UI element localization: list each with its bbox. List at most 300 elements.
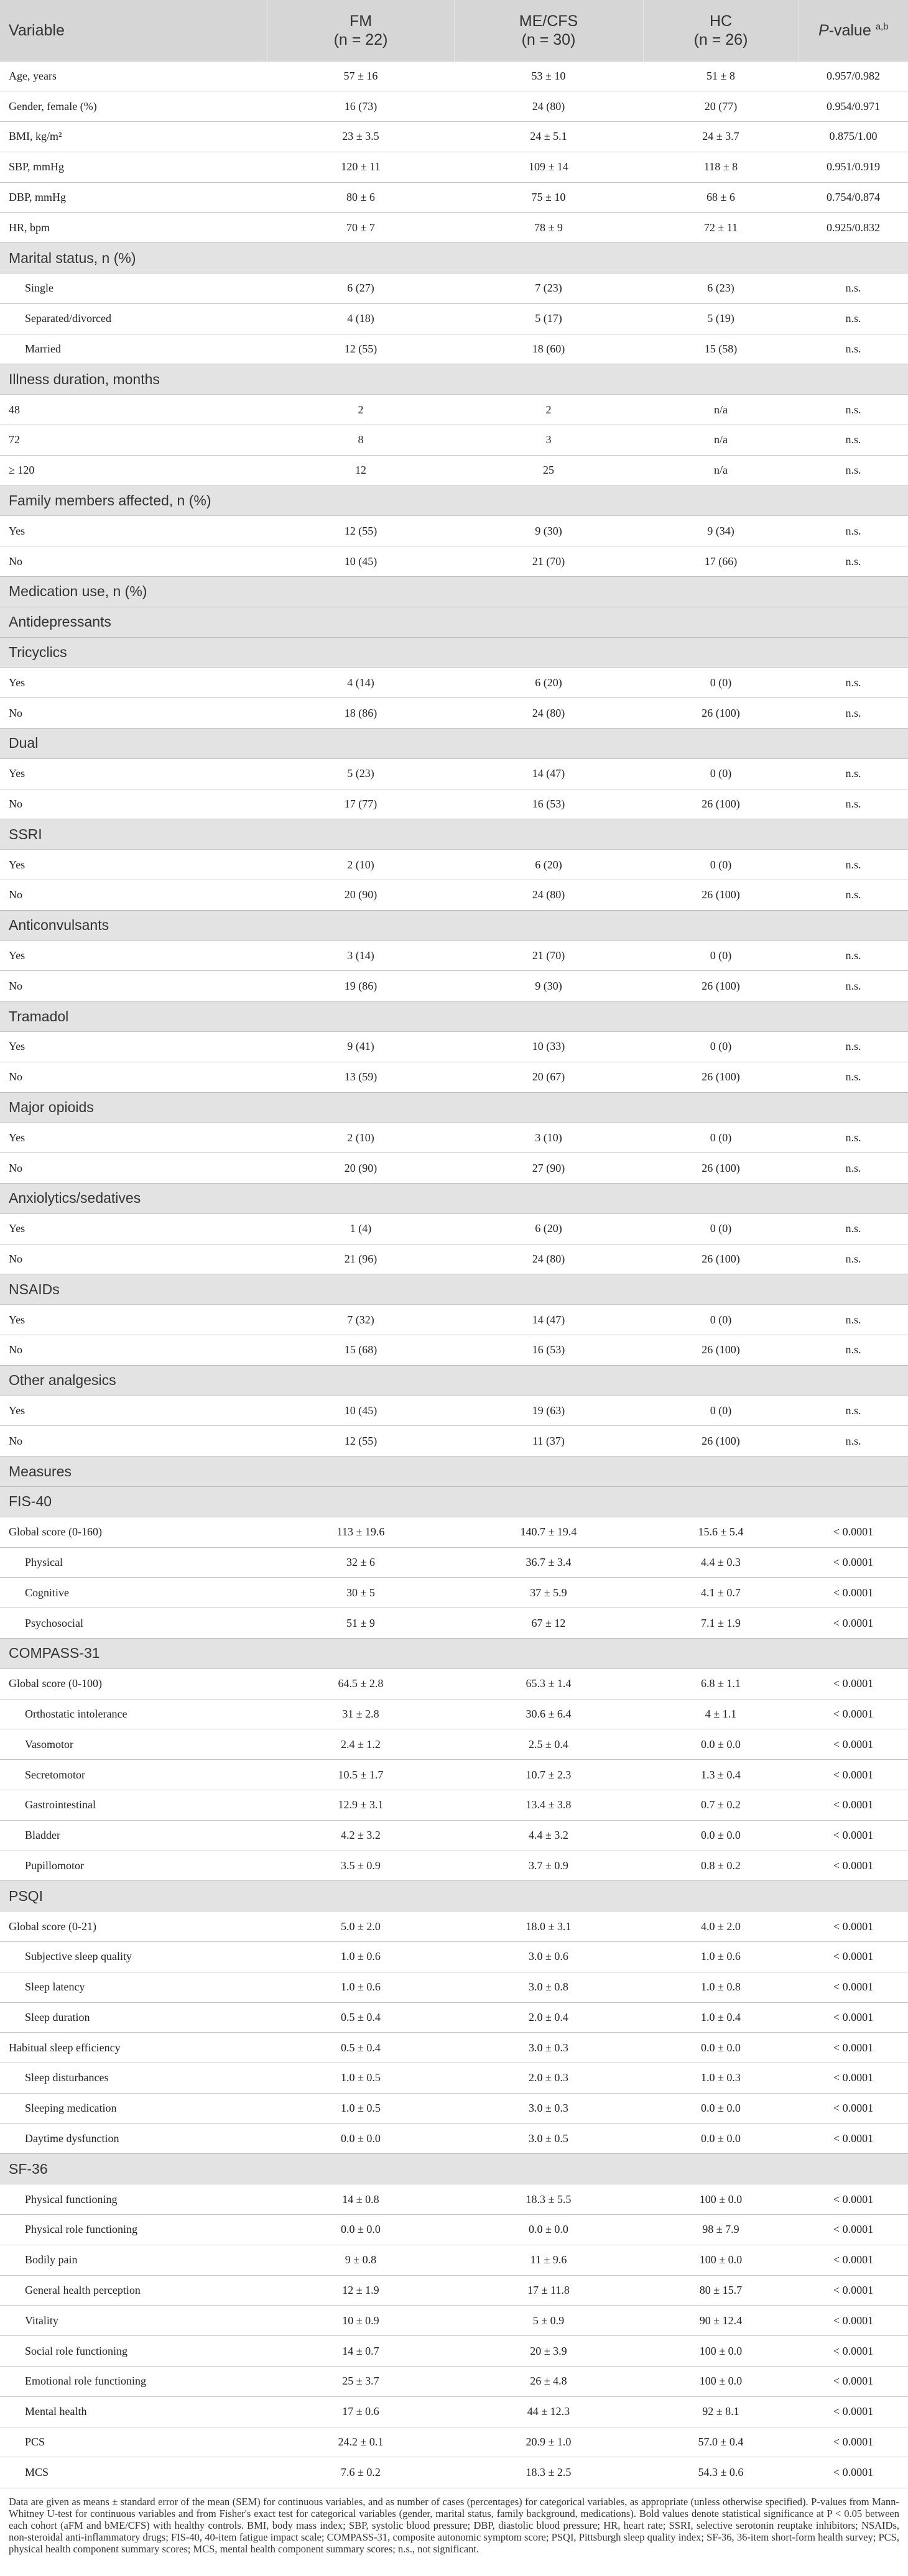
p-value: < 0.0001 — [799, 1851, 908, 1881]
fm-value: 9 ± 0.8 — [267, 2245, 454, 2275]
table-row — [0, 2306, 908, 2336]
row-label: Yes — [0, 850, 267, 880]
mecfs-value: 11 (37) — [454, 1426, 643, 1456]
table-row — [0, 274, 908, 304]
p-value: n.s. — [799, 698, 908, 729]
mecfs-value: 21 (70) — [454, 941, 643, 971]
hc-value: 100 ± 0.0 — [643, 2245, 799, 2275]
p-value: n.s. — [799, 1426, 908, 1456]
mecfs-value: 20.9 ± 1.0 — [454, 2427, 643, 2457]
table-row — [0, 395, 908, 425]
table-row — [0, 2245, 908, 2275]
fm-value: 15 (68) — [267, 1335, 454, 1365]
hc-value: 26 (100) — [643, 1335, 799, 1365]
hc-value: 6 (23) — [643, 274, 799, 304]
row-label: Pupillomotor — [0, 1851, 267, 1881]
table-row — [0, 455, 908, 485]
table-row — [0, 303, 908, 334]
mecfs-value: 20 (67) — [454, 1062, 643, 1092]
row-label: Vasomotor — [0, 1729, 267, 1760]
hc-value: 1.0 ± 0.6 — [643, 1941, 799, 1972]
mecfs-value: 9 (30) — [454, 516, 643, 546]
row-label: Global score (0-100) — [0, 1668, 267, 1699]
mecfs-value: 19 (63) — [454, 1396, 643, 1426]
row-label: Physical — [0, 1547, 267, 1578]
row-label: Yes — [0, 1032, 267, 1062]
mecfs-value: 140.7 ± 19.4 — [454, 1517, 643, 1547]
hc-value: 1.3 ± 0.4 — [643, 1760, 799, 1790]
p-value: < 0.0001 — [799, 1699, 908, 1729]
table-row — [0, 152, 908, 182]
table-row — [0, 2063, 908, 2094]
table-row — [0, 1335, 908, 1365]
hc-value: 26 (100) — [643, 1426, 799, 1456]
hc-value: 0.0 ± 0.0 — [643, 2093, 799, 2123]
fm-value: 19 (86) — [267, 971, 454, 1001]
p-value: < 0.0001 — [799, 2215, 908, 2245]
section-header-row — [0, 485, 908, 516]
section-label: Tricyclics — [0, 637, 908, 668]
row-label: No — [0, 1335, 267, 1365]
fm-value: 21 (96) — [267, 1244, 454, 1274]
row-label: BMI, kg/m² — [0, 122, 267, 152]
mecfs-value: 4.4 ± 3.2 — [454, 1820, 643, 1851]
section-header-row — [0, 2154, 908, 2184]
hc-value: 0 (0) — [643, 758, 799, 789]
row-label: PCS — [0, 2427, 267, 2457]
mecfs-value: 5 (17) — [454, 303, 643, 334]
mecfs-value: 7 (23) — [454, 274, 643, 304]
header-mecfs-label: ME/CFS — [519, 12, 578, 30]
fm-value: 1.0 ± 0.6 — [267, 1972, 454, 2002]
fm-value: 3 (14) — [267, 941, 454, 971]
row-label: Secretomotor — [0, 1760, 267, 1790]
mecfs-value: 2.0 ± 0.3 — [454, 2063, 643, 2094]
fm-value: 1.0 ± 0.5 — [267, 2093, 454, 2123]
p-value: < 0.0001 — [799, 2367, 908, 2397]
section-header-row — [0, 819, 908, 850]
row-label: Emotional role functioning — [0, 2367, 267, 2397]
hc-value: 0.0 ± 0.0 — [643, 2123, 799, 2154]
fm-value: 12 (55) — [267, 516, 454, 546]
p-value: 0.957/0.982 — [799, 61, 908, 91]
fm-value: 57 ± 16 — [267, 61, 454, 91]
fm-value: 1.0 ± 0.5 — [267, 2063, 454, 2094]
row-label: Gastrointestinal — [0, 1790, 267, 1820]
section-header-row — [0, 637, 908, 668]
row-label: No — [0, 1153, 267, 1184]
table-row — [0, 2427, 908, 2457]
table-row — [0, 2396, 908, 2427]
p-value: n.s. — [799, 516, 908, 546]
hc-value: 26 (100) — [643, 1062, 799, 1092]
table-row — [0, 668, 908, 698]
fm-value: 4.2 ± 3.2 — [267, 1820, 454, 1851]
section-label: Tramadol — [0, 1001, 908, 1032]
table-row — [0, 2215, 908, 2245]
table-row — [0, 182, 908, 213]
mecfs-value: 44 ± 12.3 — [454, 2396, 643, 2427]
table-row — [0, 1032, 908, 1062]
table-row — [0, 1062, 908, 1092]
table-row — [0, 1517, 908, 1547]
section-label: NSAIDs — [0, 1274, 908, 1305]
fm-value: 12.9 ± 3.1 — [267, 1790, 454, 1820]
row-label: Daytime dysfunction — [0, 2123, 267, 2154]
row-label: Yes — [0, 758, 267, 789]
fm-value: 64.5 ± 2.8 — [267, 1668, 454, 1699]
row-label: No — [0, 789, 267, 819]
table-row — [0, 2033, 908, 2063]
header-hc-n: (n = 26) — [693, 30, 748, 48]
section-header-row — [0, 1638, 908, 1668]
fm-value: 12 — [267, 455, 454, 485]
hc-value: 0.7 ± 0.2 — [643, 1790, 799, 1820]
hc-value: 26 (100) — [643, 698, 799, 729]
table-row — [0, 880, 908, 911]
table-row — [0, 1668, 908, 1699]
p-value: < 0.0001 — [799, 2336, 908, 2367]
p-value: 0.925/0.832 — [799, 213, 908, 243]
p-value: < 0.0001 — [799, 2033, 908, 2063]
p-value: n.s. — [799, 395, 908, 425]
p-value: < 0.0001 — [799, 1911, 908, 1942]
table-row — [0, 1547, 908, 1578]
row-label: Physical functioning — [0, 2184, 267, 2215]
table-row — [0, 516, 908, 546]
fm-value: 25 ± 3.7 — [267, 2367, 454, 2397]
row-label: No — [0, 880, 267, 911]
row-label: ≥ 120 — [0, 455, 267, 485]
table-row — [0, 789, 908, 819]
section-label: Measures — [0, 1456, 908, 1487]
header-hc-label: HC — [709, 12, 733, 30]
fm-value: 2 (10) — [267, 850, 454, 880]
table-row — [0, 850, 908, 880]
section-label: Marital status, n (%) — [0, 243, 908, 274]
mecfs-value: 67 ± 12 — [454, 1608, 643, 1639]
hc-value: 0.0 ± 0.0 — [643, 1729, 799, 1760]
hc-value: 0 (0) — [643, 668, 799, 698]
table-row — [0, 2367, 908, 2397]
table-row — [0, 1578, 908, 1608]
mecfs-value: 3.0 ± 0.8 — [454, 1972, 643, 2002]
section-label: SSRI — [0, 819, 908, 850]
row-label: No — [0, 1426, 267, 1456]
p-value: n.s. — [799, 455, 908, 485]
p-value: < 0.0001 — [799, 1820, 908, 1851]
header-pvalue-superscript: a,b — [875, 21, 889, 32]
row-label: Bodily pain — [0, 2245, 267, 2275]
row-label: Sleep duration — [0, 2002, 267, 2033]
hc-value: 0.8 ± 0.2 — [643, 1851, 799, 1881]
header-mecfs-n: (n = 30) — [521, 30, 576, 48]
fm-value: 18 (86) — [267, 698, 454, 729]
p-value: n.s. — [799, 1123, 908, 1153]
p-value: 0.875/1.00 — [799, 122, 908, 152]
p-value: 0.754/0.874 — [799, 182, 908, 213]
p-value: < 0.0001 — [799, 1668, 908, 1699]
table-row — [0, 213, 908, 243]
p-value: 0.954/0.971 — [799, 91, 908, 122]
header-pvalue-p: P — [818, 21, 829, 39]
fm-value: 51 ± 9 — [267, 1608, 454, 1639]
row-label: Sleeping medication — [0, 2093, 267, 2123]
section-label: Anticonvulsants — [0, 910, 908, 941]
row-label: Physical role functioning — [0, 2215, 267, 2245]
p-value: < 0.0001 — [799, 1941, 908, 1972]
section-header-row — [0, 910, 908, 941]
table-row — [0, 2457, 908, 2488]
row-label: Sleep disturbances — [0, 2063, 267, 2094]
fm-value: 10 (45) — [267, 546, 454, 577]
row-label: 72 — [0, 425, 267, 456]
table-row — [0, 2184, 908, 2215]
p-value: < 0.0001 — [799, 2123, 908, 2154]
header-fm-n: (n = 22) — [333, 30, 388, 48]
mecfs-value: 24 (80) — [454, 91, 643, 122]
p-value: n.s. — [799, 1153, 908, 1184]
section-label: SF-36 — [0, 2154, 908, 2184]
section-label: Major opioids — [0, 1092, 908, 1123]
fm-value: 1 (4) — [267, 1213, 454, 1244]
row-label: Separated/divorced — [0, 303, 267, 334]
table-row — [0, 425, 908, 456]
hc-value: 0 (0) — [643, 1123, 799, 1153]
section-header-row — [0, 364, 908, 395]
fm-value: 9 (41) — [267, 1032, 454, 1062]
p-value: < 0.0001 — [799, 2184, 908, 2215]
fm-value: 2 — [267, 395, 454, 425]
p-value: < 0.0001 — [799, 1517, 908, 1547]
row-label: Gender, female (%) — [0, 91, 267, 122]
p-value: n.s. — [799, 425, 908, 456]
table-row — [0, 698, 908, 729]
mecfs-value: 18.0 ± 3.1 — [454, 1911, 643, 1942]
hc-value: 0 (0) — [643, 1396, 799, 1426]
fm-value: 14 ± 0.8 — [267, 2184, 454, 2215]
hc-value: 0.0 ± 0.0 — [643, 2033, 799, 2063]
row-label: No — [0, 971, 267, 1001]
mecfs-value: 24 (80) — [454, 698, 643, 729]
fm-value: 6 (27) — [267, 274, 454, 304]
row-label: 48 — [0, 395, 267, 425]
p-value: < 0.0001 — [799, 2063, 908, 2094]
mecfs-value: 26 ± 4.8 — [454, 2367, 643, 2397]
row-label: MCS — [0, 2457, 267, 2488]
hc-value: 68 ± 6 — [643, 182, 799, 213]
table-row — [0, 1911, 908, 1942]
mecfs-value: 75 ± 10 — [454, 182, 643, 213]
fm-value: 17 (77) — [267, 789, 454, 819]
p-value: < 0.0001 — [799, 2457, 908, 2488]
mecfs-value: 109 ± 14 — [454, 152, 643, 182]
hc-value: 118 ± 8 — [643, 152, 799, 182]
mecfs-value: 13.4 ± 3.8 — [454, 1790, 643, 1820]
p-value: < 0.0001 — [799, 2093, 908, 2123]
row-label: Vitality — [0, 2306, 267, 2336]
table-row — [0, 61, 908, 91]
table-row — [0, 1244, 908, 1274]
mecfs-value: 6 (20) — [454, 850, 643, 880]
section-header-row — [0, 1274, 908, 1305]
section-label: Dual — [0, 729, 908, 759]
table-row — [0, 1972, 908, 2002]
table-row — [0, 971, 908, 1001]
fm-value: 17 ± 0.6 — [267, 2396, 454, 2427]
header-fm-label: FM — [349, 12, 373, 30]
fm-value: 7.6 ± 0.2 — [267, 2457, 454, 2488]
fm-value: 24.2 ± 0.1 — [267, 2427, 454, 2457]
hc-value: 100 ± 0.0 — [643, 2367, 799, 2397]
row-label: Subjective sleep quality — [0, 1941, 267, 1972]
section-header-row — [0, 1365, 908, 1396]
fm-value: 20 (90) — [267, 880, 454, 911]
hc-value: 4.1 ± 0.7 — [643, 1578, 799, 1608]
mecfs-value: 16 (53) — [454, 1335, 643, 1365]
row-label: No — [0, 546, 267, 577]
row-label: Mental health — [0, 2396, 267, 2427]
p-value: < 0.0001 — [799, 1760, 908, 1790]
p-value: n.s. — [799, 303, 908, 334]
row-label: SBP, mmHg — [0, 152, 267, 182]
fm-value: 4 (14) — [267, 668, 454, 698]
hc-value: 15 (58) — [643, 334, 799, 364]
fm-value: 31 ± 2.8 — [267, 1699, 454, 1729]
section-header-row — [0, 1881, 908, 1911]
mecfs-value: 3.0 ± 0.5 — [454, 2123, 643, 2154]
row-label: Married — [0, 334, 267, 364]
p-value: < 0.0001 — [799, 2002, 908, 2033]
p-value: n.s. — [799, 668, 908, 698]
mecfs-value: 3.7 ± 0.9 — [454, 1851, 643, 1881]
hc-value: 0 (0) — [643, 1032, 799, 1062]
fm-value: 3.5 ± 0.9 — [267, 1851, 454, 1881]
hc-value: 51 ± 8 — [643, 61, 799, 91]
fm-value: 12 (55) — [267, 1426, 454, 1456]
fm-value: 113 ± 19.6 — [267, 1517, 454, 1547]
fm-value: 4 (18) — [267, 303, 454, 334]
fm-value: 10 (45) — [267, 1396, 454, 1426]
p-value: n.s. — [799, 758, 908, 789]
mecfs-value: 14 (47) — [454, 758, 643, 789]
fm-value: 14 ± 0.7 — [267, 2336, 454, 2367]
section-header-row — [0, 607, 908, 637]
fm-value: 70 ± 7 — [267, 213, 454, 243]
mecfs-value: 18 (60) — [454, 334, 643, 364]
header-pvalue — [799, 0, 908, 61]
header-pvalue-text: -value — [828, 21, 871, 39]
table-row — [0, 1396, 908, 1426]
table-body — [0, 61, 908, 2488]
hc-value: 80 ± 15.7 — [643, 2275, 799, 2306]
row-label: General health perception — [0, 2275, 267, 2306]
mecfs-value: 53 ± 10 — [454, 61, 643, 91]
p-value: n.s. — [799, 1335, 908, 1365]
row-label: HR, bpm — [0, 213, 267, 243]
p-value: n.s. — [799, 1244, 908, 1274]
table-row — [0, 1941, 908, 1972]
p-value: n.s. — [799, 1032, 908, 1062]
mecfs-value: 18.3 ± 2.5 — [454, 2457, 643, 2488]
hc-value: n/a — [643, 425, 799, 456]
fm-value: 7 (32) — [267, 1305, 454, 1335]
row-label: Orthostatic intolerance — [0, 1699, 267, 1729]
mecfs-value: 3.0 ± 0.3 — [454, 2093, 643, 2123]
mecfs-value: 3.0 ± 0.6 — [454, 1941, 643, 1972]
section-label: Antidepressants — [0, 607, 908, 637]
section-header-row — [0, 1092, 908, 1123]
fm-value: 1.0 ± 0.6 — [267, 1941, 454, 1972]
mecfs-value: 0.0 ± 0.0 — [454, 2215, 643, 2245]
mecfs-value: 14 (47) — [454, 1305, 643, 1335]
section-label: FIS-40 — [0, 1486, 908, 1517]
row-label: Yes — [0, 1213, 267, 1244]
hc-value: 0 (0) — [643, 1305, 799, 1335]
p-value: n.s. — [799, 334, 908, 364]
hc-value: 90 ± 12.4 — [643, 2306, 799, 2336]
fm-value: 8 — [267, 425, 454, 456]
header-fm — [267, 0, 454, 61]
mecfs-value: 16 (53) — [454, 789, 643, 819]
hc-value: 57.0 ± 0.4 — [643, 2427, 799, 2457]
hc-value: 9 (34) — [643, 516, 799, 546]
mecfs-value: 27 (90) — [454, 1153, 643, 1184]
table-row — [0, 1851, 908, 1881]
table-row — [0, 1760, 908, 1790]
row-label: Global score (0-160) — [0, 1517, 267, 1547]
p-value: n.s. — [799, 880, 908, 911]
p-value: < 0.0001 — [799, 1547, 908, 1578]
fm-value: 10.5 ± 1.7 — [267, 1760, 454, 1790]
hc-value: 20 (77) — [643, 91, 799, 122]
table-row — [0, 1790, 908, 1820]
hc-value: 100 ± 0.0 — [643, 2184, 799, 2215]
hc-value: 5 (19) — [643, 303, 799, 334]
header-row — [0, 0, 908, 61]
fm-value: 2.4 ± 1.2 — [267, 1729, 454, 1760]
row-label: Bladder — [0, 1820, 267, 1851]
mecfs-value: 30.6 ± 6.4 — [454, 1699, 643, 1729]
hc-value: 92 ± 8.1 — [643, 2396, 799, 2427]
mecfs-value: 21 (70) — [454, 546, 643, 577]
fm-value: 30 ± 5 — [267, 1578, 454, 1608]
hc-value: 24 ± 3.7 — [643, 122, 799, 152]
fm-value: 20 (90) — [267, 1153, 454, 1184]
table-row — [0, 1305, 908, 1335]
hc-value: 1.0 ± 0.8 — [643, 1972, 799, 2002]
table-row — [0, 2336, 908, 2367]
mecfs-value: 3.0 ± 0.3 — [454, 2033, 643, 2063]
fm-value: 32 ± 6 — [267, 1547, 454, 1578]
row-label: Yes — [0, 668, 267, 698]
p-value: n.s. — [799, 274, 908, 304]
p-value: 0.951/0.919 — [799, 152, 908, 182]
hc-value: 26 (100) — [643, 1153, 799, 1184]
mecfs-value: 25 — [454, 455, 643, 485]
row-label: Sleep latency — [0, 1972, 267, 2002]
p-value: < 0.0001 — [799, 1790, 908, 1820]
fm-value: 13 (59) — [267, 1062, 454, 1092]
mecfs-value: 2.0 ± 0.4 — [454, 2002, 643, 2033]
mecfs-value: 36.7 ± 3.4 — [454, 1547, 643, 1578]
hc-value: 0 (0) — [643, 1213, 799, 1244]
fm-value: 0.0 ± 0.0 — [267, 2123, 454, 2154]
fm-value: 16 (73) — [267, 91, 454, 122]
p-value: < 0.0001 — [799, 1729, 908, 1760]
hc-value: 26 (100) — [643, 1244, 799, 1274]
section-label: Family members affected, n (%) — [0, 485, 908, 516]
